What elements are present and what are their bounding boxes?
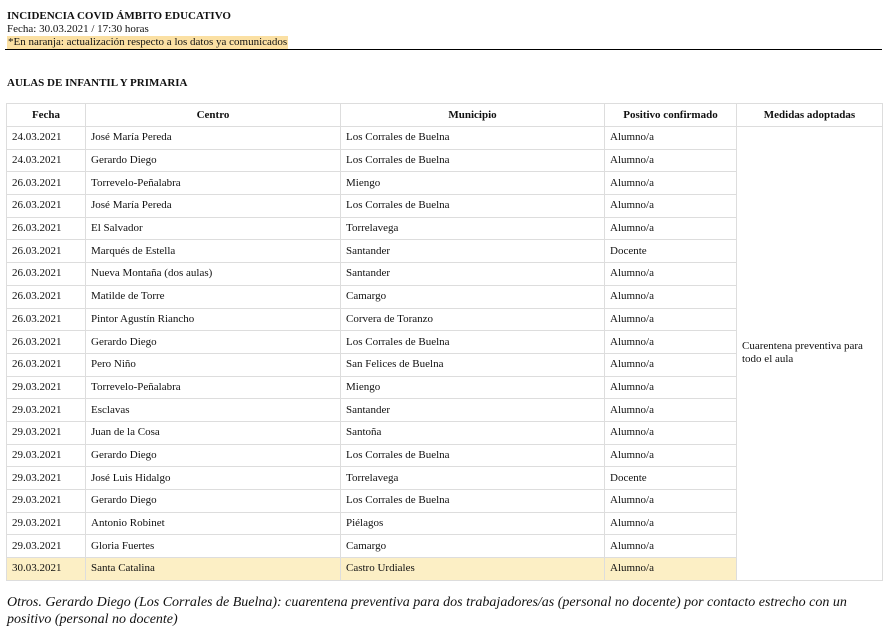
report-date: Fecha: 30.03.2021 / 17:30 horas [7,23,149,35]
cell-positivo: Alumno/a [605,195,737,218]
cell-fecha: 24.03.2021 [7,127,86,150]
cell-municipio: Los Corrales de Buelna [341,127,605,150]
cell-centro: El Salvador [86,217,341,240]
cell-municipio: Santander [341,263,605,286]
header-divider [5,49,882,50]
cell-centro: Torrevelo-Peñalabra [86,172,341,195]
cell-fecha: 26.03.2021 [7,172,86,195]
footer-note: Otros. Gerardo Diego (Los Corrales de Buelna): cuarentena preventiva para dos trabajadores/as (personal no docente) por contacto estrecho con un positivo (personal no docente) [7,595,847,627]
update-note: *En naranja: actualización respecto a los datos ya comunicados [8,36,288,48]
column-header-positivo: Positivo confirmado [605,104,737,127]
cell-fecha: 24.03.2021 [7,149,86,172]
cell-positivo: Docente [605,240,737,263]
cell-fecha: 29.03.2021 [7,399,86,422]
cell-centro: Gloria Fuertes [86,535,341,558]
document-header [7,10,882,49]
column-header-centro: Centro [86,104,341,127]
cell-centro: Gerardo Diego [86,331,341,354]
cell-positivo: Alumno/a [605,512,737,535]
column-header-fecha: Fecha [7,104,86,127]
cell-fecha: 26.03.2021 [7,285,86,308]
table-row [7,127,883,150]
cell-municipio: Castro Urdiales [341,558,605,581]
cell-municipio: Los Corrales de Buelna [341,331,605,354]
cell-positivo: Alumno/a [605,149,737,172]
cell-municipio: Miengo [341,172,605,195]
cases-table [6,103,883,581]
document-title: INCIDENCIA COVID ÁMBITO EDUCATIVO [7,10,231,22]
cell-centro: Antonio Robinet [86,512,341,535]
column-header-medidas: Medidas adoptadas [737,104,883,127]
cell-positivo: Alumno/a [605,285,737,308]
cell-positivo: Docente [605,467,737,490]
cell-municipio: Miengo [341,376,605,399]
cell-municipio: Los Corrales de Buelna [341,195,605,218]
cell-fecha: 26.03.2021 [7,263,86,286]
cell-fecha: 26.03.2021 [7,331,86,354]
cell-centro: Gerardo Diego [86,149,341,172]
cell-positivo: Alumno/a [605,353,737,376]
cell-municipio: Santoña [341,421,605,444]
cell-fecha: 29.03.2021 [7,512,86,535]
cell-fecha: 30.03.2021 [7,558,86,581]
cell-centro: José María Pereda [86,195,341,218]
cell-centro: Santa Catalina [86,558,341,581]
cell-medidas: Cuarentena preventiva para todo el aula [737,127,883,581]
cell-fecha: 29.03.2021 [7,376,86,399]
cell-centro: José María Pereda [86,127,341,150]
cell-centro: Gerardo Diego [86,490,341,513]
cell-positivo: Alumno/a [605,308,737,331]
cell-municipio: Piélagos [341,512,605,535]
cell-positivo: Alumno/a [605,399,737,422]
column-header-municipio: Municipio [341,104,605,127]
section-title: AULAS DE INFANTIL Y PRIMARIA [7,77,188,89]
cell-positivo: Alumno/a [605,127,737,150]
cell-fecha: 26.03.2021 [7,240,86,263]
cell-positivo: Alumno/a [605,331,737,354]
cell-centro: Esclavas [86,399,341,422]
cell-fecha: 29.03.2021 [7,535,86,558]
cell-positivo: Alumno/a [605,376,737,399]
cell-centro: Pintor Agustín Riancho [86,308,341,331]
table-header-row [7,104,883,127]
cell-municipio: Corvera de Toranzo [341,308,605,331]
cell-positivo: Alumno/a [605,263,737,286]
cell-municipio: Camargo [341,535,605,558]
cell-centro: Marqués de Estella [86,240,341,263]
cell-municipio: San Felices de Buelna [341,353,605,376]
cell-fecha: 26.03.2021 [7,217,86,240]
cell-municipio: Los Corrales de Buelna [341,444,605,467]
cell-centro: Pero Niño [86,353,341,376]
cell-fecha: 26.03.2021 [7,308,86,331]
cell-positivo: Alumno/a [605,217,737,240]
table-body [7,127,883,581]
cell-positivo: Alumno/a [605,490,737,513]
cell-fecha: 29.03.2021 [7,421,86,444]
cell-positivo: Alumno/a [605,444,737,467]
cell-municipio: Torrelavega [341,217,605,240]
cell-positivo: Alumno/a [605,421,737,444]
cell-municipio: Torrelavega [341,467,605,490]
cell-positivo: Alumno/a [605,535,737,558]
cell-municipio: Los Corrales de Buelna [341,490,605,513]
cell-centro: Gerardo Diego [86,444,341,467]
cell-fecha: 29.03.2021 [7,444,86,467]
cell-municipio: Los Corrales de Buelna [341,149,605,172]
cell-positivo: Alumno/a [605,172,737,195]
cell-municipio: Santander [341,399,605,422]
cell-fecha: 26.03.2021 [7,195,86,218]
cell-fecha: 29.03.2021 [7,467,86,490]
cell-fecha: 26.03.2021 [7,353,86,376]
cell-municipio: Santander [341,240,605,263]
cell-municipio: Camargo [341,285,605,308]
cell-positivo: Alumno/a [605,558,737,581]
cell-fecha: 29.03.2021 [7,490,86,513]
cell-centro: Juan de la Cosa [86,421,341,444]
cell-centro: Nueva Montaña (dos aulas) [86,263,341,286]
cell-centro: Torrevelo-Peñalabra [86,376,341,399]
cell-centro: José Luis Hidalgo [86,467,341,490]
cell-centro: Matilde de Torre [86,285,341,308]
